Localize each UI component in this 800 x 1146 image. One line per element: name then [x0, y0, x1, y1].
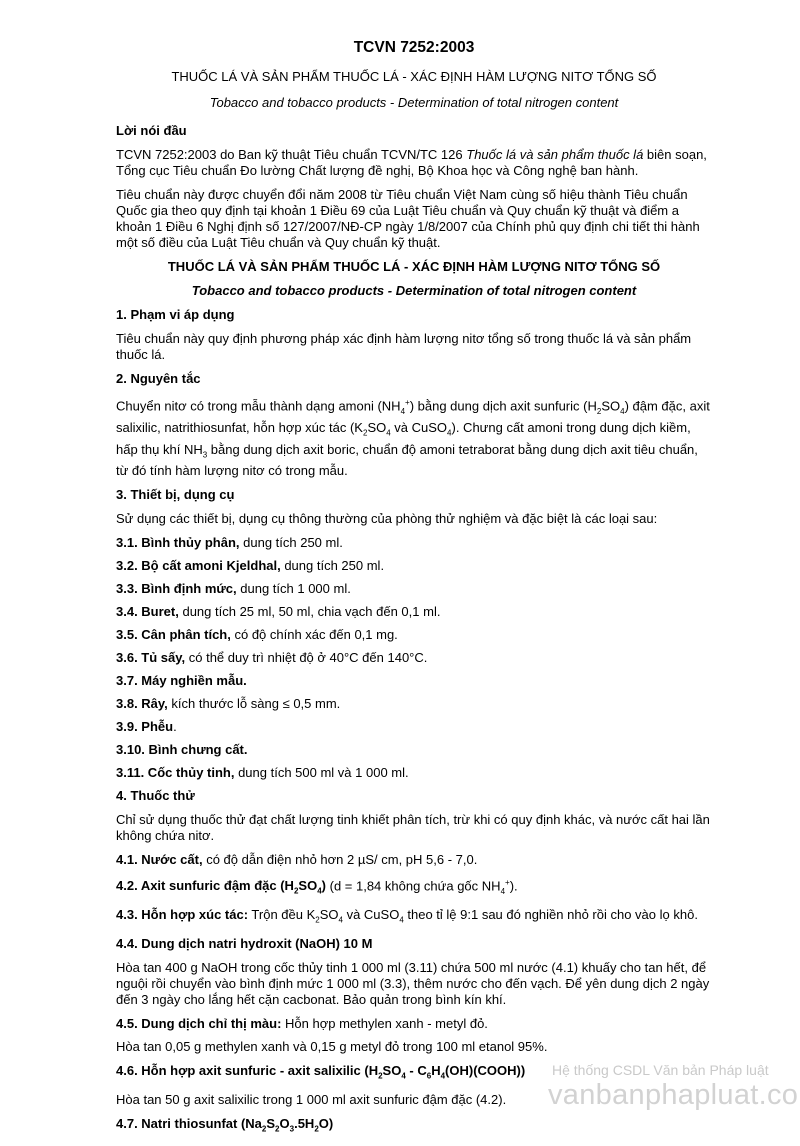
item-4-1: 4.1. Nước cất, có độ dẫn điện nhỏ hơn 2 µS/ cm, pH 5,6 - 7,0.	[116, 852, 478, 868]
equipment-item: 3.5. Cân phân tích, có độ chính xác đến 0,1 mg.	[116, 627, 398, 643]
document-title-vn: THUỐC LÁ VÀ SẢN PHẨM THUỐC LÁ - XÁC ĐỊNH HÀM LƯỢNG NITƠ TỔNG SỐ	[171, 69, 657, 84]
foreword-paragraph-1: TCVN 7252:2003 do Ban kỹ thuật Tiêu chuẩn TCVN/TC 126 Thuốc lá và sản phẩm thuốc lá biên soạn, Tổng cục Tiêu chuẩn Đo lường Chất lượng đề nghị, Bộ Khoa học và Công nghệ ban hành.	[116, 147, 707, 178]
foreword-paragraph-2: Tiêu chuẩn này được chuyển đổi năm 2008 từ Tiêu chuẩn Việt Nam cùng số hiệu thành Tiêu chuẩn Quốc gia theo quy định tại khoản 1 Điều 69 của Luật Tiêu chuẩn và Quy chuẩn kỹ thuật và điểm a khoản 1 Điều 6 Nghị định số 127/2007/NĐ-CP ngày 1/8/2007 của Chính phủ quy định chi tiết thi hành một số điều của Luật Tiêu chuẩn và Quy chuẩn kỹ thuật.	[116, 187, 700, 250]
equipment-item: 3.1. Bình thủy phân, dung tích 250 ml.	[116, 535, 343, 551]
document-page	[116, 40, 712, 1146]
document-title-en: Tobacco and tobacco products - Determination of total nitrogen content	[209, 95, 619, 110]
main-title-en: Tobacco and tobacco products - Determination of total nitrogen content	[191, 283, 637, 298]
section-4-intro: Chỉ sử dụng thuốc thử đạt chất lượng tinh khiết phân tích, trừ khi có quy định khác, và nước cất hai lần không chứa nitơ.	[116, 812, 710, 844]
item-4-5: 4.5. Dung dịch chỉ thị màu: Hỗn hợp methylen xanh - metyl đỏ.	[116, 1015, 488, 1031]
item-4-5-detail: Hòa tan 0,05 g methylen xanh và 0,15 g metyl đỏ trong 100 ml etanol 95%.	[116, 1038, 548, 1054]
equipment-list	[116, 535, 712, 781]
foreword-heading: Lời nói đầu	[116, 123, 187, 138]
item-4-4-text: Hòa tan 400 g NaOH trong cốc thủy tinh 1 000 ml (3.11) chứa 500 ml nước (4.1) khuấy cho tan hết, để nguội rồi chuyển vào bình định mức 1 000 ml (3.3), thêm nước cho đến vạch. Để yên dung dịch 2 ngày đến 3 ngày cho lắng hết cặn cacbonat. Bảo quản trong bình kín khí.	[116, 959, 710, 1007]
item-4-6-text: Hòa tan 50 g axit salixilic trong 1 000 ml axit sunfuric đậm đặc (4.2).	[116, 1092, 507, 1108]
main-title-vn: THUỐC LÁ VÀ SẢN PHẨM THUỐC LÁ - XÁC ĐỊNH HÀM LƯỢNG NITƠ TỔNG SỐ	[167, 259, 661, 274]
equipment-item: 3.2. Bộ cất amoni Kjeldhal, dung tích 250 ml.	[116, 558, 385, 574]
item-4-3: 4.3. Hỗn hợp xúc tác: Trộn đều $K_2SO_4$ và CuSO$_4$ theo tỉ lệ 9:1 sau đó nghiền nhỏ rồi cho vào lọ khô.	[116, 907, 698, 925]
section-1-heading: 1. Phạm vi áp dụng	[116, 307, 235, 322]
equipment-item: 3.8. Rây, kích thước lỗ sàng ≤ 0,5 mm.	[116, 696, 341, 712]
item-4-2: 4.2. Axit sunfuric đậm đặc $(H_2SO_4) (d = 1,84$ không chứa gốc $NH_4^+$).	[116, 878, 518, 897]
section-2-heading: 2. Nguyên tắc	[116, 371, 201, 386]
section-4-heading: 4. Thuốc thử	[116, 788, 195, 804]
item-4-7-heading: 4.7. Natri thiosunfat $(Na_2S_2O_3.5H_2O)$	[116, 1116, 334, 1134]
equipment-item: 3.11. Cốc thủy tinh, dung tích 500 ml và 1 000 ml.	[116, 765, 409, 781]
equipment-item: 3.10. Bình chưng cất.	[116, 742, 248, 758]
section-3-intro: Sử dụng các thiết bị, dụng cụ thông thường của phòng thử nghiệm và đặc biệt là các loại sau:	[116, 511, 658, 527]
equipment-item: 3.7. Máy nghiền mẫu.	[116, 673, 247, 689]
document-code: TCVN 7252:2003	[353, 39, 475, 56]
item-4-4-heading: 4.4. Dung dịch natri hydroxit (NaOH) 10 M	[116, 935, 373, 951]
item-4-6-heading: 4.6. Hỗn hợp axit sunfuric - axit salixilic ($H_2SO_4$ - $C_6H_4(OH)(COOH)$)	[116, 1062, 526, 1081]
section-2-text: Chuyển nitơ có trong mẫu thành dạng amoni $(NH_4^+)$ bằng dung dịch axit sunfuric $(H_2SO_4)$ đậm đặc, axit salixilic, natrithiosunfat, hỗn hợp xúc tác ($K_2SO_4$ và CuSO$_4$). Chưng cất amoni trong dung dịch kiềm, hấp thụ khí $NH_3$ bằng dung dịch axit boric, chuẩn độ amoni tetraborat bằng dung dịch axit tiêu chuẩn, từ đó tính hàm lượng nitơ có trong mẫu.	[116, 398, 710, 479]
equipment-item: 3.6. Tủ sấy, có thể duy trì nhiệt độ ở 40°C đến 140°C.	[116, 650, 428, 666]
watermark-line-1: Hệ thống CSDL Văn bản Pháp luật	[552, 1062, 769, 1078]
watermark-line-2: vanbanphapluat.co	[548, 1079, 799, 1111]
equipment-item: 3.3. Bình định mức, dung tích 1 000 ml.	[116, 581, 351, 597]
equipment-item: 3.9. Phễu.	[116, 719, 177, 735]
section-1-text: Tiêu chuẩn này quy định phương pháp xác định hàm lượng nitơ tổng số trong thuốc lá và sản phẩm thuốc lá.	[116, 331, 692, 362]
section-3-heading: 3. Thiết bị, dụng cụ	[116, 487, 235, 503]
equipment-item: 3.4. Buret, dung tích 25 ml, 50 ml, chia vạch đến 0,1 ml.	[116, 604, 441, 620]
